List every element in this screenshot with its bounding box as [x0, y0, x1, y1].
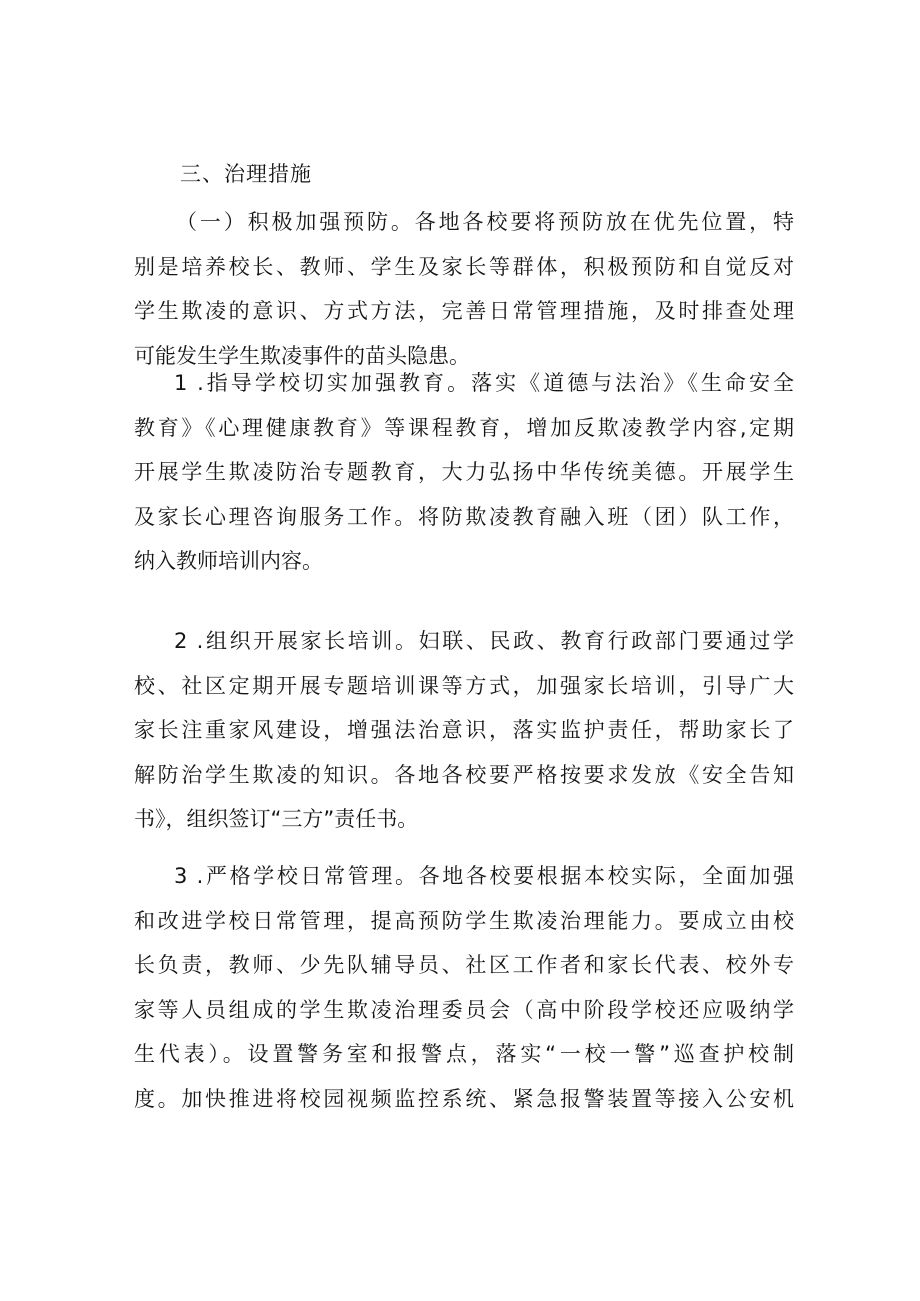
text-line: 和改进学校日常管理，提高预防学生欺凌治理能力。要成立由校 [134, 908, 794, 933]
text-line: 解防治学生欺凌的知识。各地各校要严格按要求发放《安全告知 [134, 762, 794, 787]
text-line: 及家长心理咨询服务工作。将防欺凌教育融入班（团）队工作， [134, 504, 794, 529]
text-line: 可能发生学生欺凌事件的苗头隐患。 [134, 343, 470, 368]
text-line: 纳入教师培训内容。 [134, 549, 323, 574]
text-line: 2 .组织开展家长培训。妇联、民政、教育行政部门要通过学 [174, 629, 794, 653]
text-line: 校、社区定期开展专题培训课等方式，加强家长培训，引导广大 [134, 673, 794, 698]
text-line: 家等人员组成的学生欺凌治理委员会（高中阶段学校还应吸纳学 [134, 997, 794, 1022]
paragraph-item-1 [134, 361, 794, 584]
text-line: 开展学生欺凌防治专题教育，大力弘扬中华传统美德。开展学生 [134, 460, 794, 485]
text-line: 1 .指导学校切实加强教育。落实《道德与法治》《生命安全 [174, 371, 794, 395]
text-line: （一）积极加强预防。各地各校要将预防放在优先位置，特 [176, 210, 794, 234]
text-line: 长负责，教师、少先队辅导员、社区工作者和家长代表、校外专 [134, 953, 794, 978]
section-heading: 三、治理措施 [180, 162, 312, 186]
text-line: 度。加快推进将校园视频监控系统、紧急报警装置等接入公安机 [134, 1086, 794, 1111]
text-line: 书》，组织签订“三方”责任书。 [134, 807, 419, 832]
text-line: 家长注重家风建设，增强法治意识，落实监护责任，帮助家长了 [134, 718, 794, 743]
text-line: 学生欺凌的意识、方式方法，完善日常管理措施，及时排查处理 [134, 299, 794, 324]
text-line: 3 .严格学校日常管理。各地各校要根据本校实际，全面加强 [174, 864, 794, 888]
text-line: 教育》《心理健康教育》等课程教育，增加反欺凌教学内容,定期 [134, 415, 794, 440]
paragraph-item-3 [134, 854, 794, 1122]
paragraph-prevention [134, 200, 794, 378]
text-line: 生代表）。设置警务室和报警点，落实“一校一警”巡查护校制 [134, 1042, 794, 1067]
text-line: 别是培养校长、教师、学生及家长等群体，积极预防和自觉反对 [134, 254, 794, 279]
paragraph-item-2 [134, 619, 794, 842]
